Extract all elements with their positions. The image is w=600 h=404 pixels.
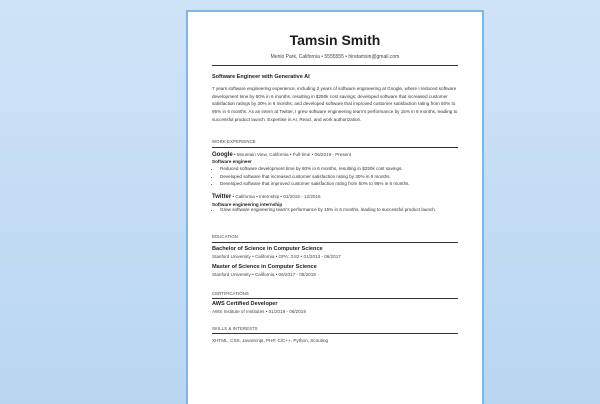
contact-line: Menlo Park, California • 5555555 • hiretamsin@gmail.com	[270, 54, 400, 60]
job-bullets	[212, 207, 438, 213]
job-role: Software engineer	[212, 159, 252, 164]
section-heading-work: WORK EXPERIENCE	[212, 139, 256, 144]
job-role: Software engineering internship	[212, 202, 283, 207]
degree-title: Bachelor of Science in Computer Science	[212, 246, 323, 252]
job-bullets	[212, 165, 458, 188]
job-details: • California • Internship • 01/2016 - 12/2016	[231, 194, 321, 199]
section-heading-skills: SKILLS & INTERESTS	[212, 326, 258, 331]
list-item: • Reduced software development time by 60% in 6 months, resulting in $250k cost savings.	[220, 165, 458, 173]
divider	[212, 298, 458, 299]
company-name: Google	[212, 152, 233, 158]
certification-name: AWS Certified Developer	[212, 301, 278, 307]
job-entry-google	[212, 152, 458, 158]
section-heading-education: EDUCATION	[212, 234, 238, 239]
skills-list: XHTML, CSS, JavaScript, PHP, C/C++, Python, Scouting	[212, 338, 329, 343]
list-item: • Grew software engineering team's performance by 15% in 6 months, leading to successful product launch.	[220, 207, 438, 213]
job-title: Software Engineer with Generative AI	[212, 74, 310, 80]
section-heading-certifications: CERTIFICATIONS	[212, 291, 249, 296]
degree-details: Stanford University • California • 06/2017 - 06/2019	[212, 272, 316, 277]
summary-paragraph: 7 years software engineering experience, including 2 years of software engineering at Google, where I reduced software development time by 60% in 6 months, resulting in $250k cost savings; developed software that increased customer satisfaction ratings by 30% in 6 months; and developed software that improved customer satisfaction rating from 50% to 95% in 6 months. As an intern at Twitter, I grew software engineering team's performance by 15% in 6 months, leading to successful product launch. Expertise in AI, React, and work authorization.	[212, 86, 458, 122]
job-entry-twitter	[212, 194, 458, 200]
degree-details: Stanford University • California • GPA: 3.82 • 01/2013 - 06/2017	[212, 254, 341, 259]
divider	[212, 147, 458, 148]
candidate-name: Tamsin Smith	[289, 32, 381, 48]
divider	[212, 242, 458, 243]
list-item: • Developed software that increased customer satisfaction rating by 30% in 6 months.	[220, 173, 458, 181]
resume-page	[186, 10, 484, 404]
degree-title: Master of Science in Computer Science	[212, 264, 317, 270]
certification-details: AWS Institute of Institutes • 01/2019 - 06/2019	[212, 309, 306, 314]
job-details: • Mountain View, California • Full-time • 06/2019 - Present	[232, 152, 352, 157]
divider	[212, 65, 458, 66]
list-item: • Developed software that improved customer satisfaction rating from 50% to 95% in 6 months.	[220, 180, 458, 188]
company-name: Twitter	[212, 194, 232, 200]
divider	[212, 333, 458, 334]
